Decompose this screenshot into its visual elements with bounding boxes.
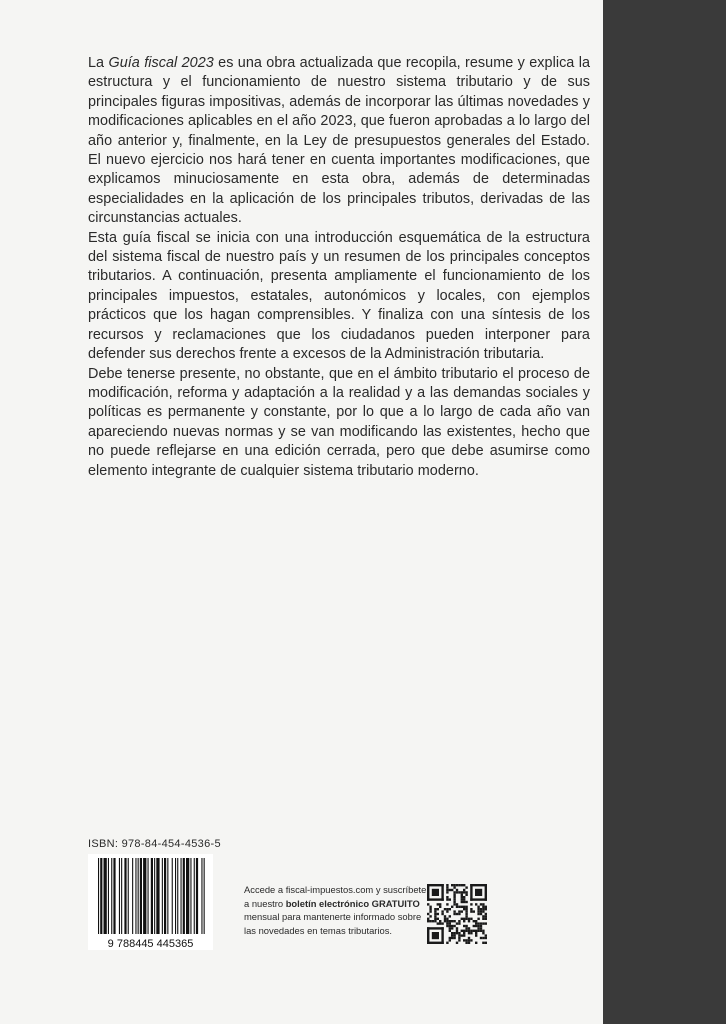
qr-module — [444, 918, 446, 920]
qr-module — [461, 934, 463, 936]
qr-module — [477, 918, 479, 920]
barcode-bar — [113, 858, 115, 934]
qr-module — [439, 903, 441, 905]
promo-line-2-start: a nuestro — [244, 897, 286, 909]
qr-module — [451, 920, 453, 922]
qr-module — [453, 884, 455, 886]
qr-module — [446, 925, 448, 927]
qr-module — [468, 918, 470, 920]
qr-module — [453, 934, 455, 936]
qr-module — [482, 918, 484, 920]
qr-module — [453, 898, 455, 900]
qr-module — [463, 920, 465, 922]
promo-line-3: mensual para mantenerte informado sobre — [244, 911, 422, 923]
qr-module — [439, 906, 441, 908]
qr-module — [482, 906, 484, 908]
qr-module — [477, 910, 479, 912]
qr-module — [473, 930, 475, 932]
qr-finder-edge — [470, 884, 472, 901]
qr-module — [468, 932, 470, 934]
qr-module — [434, 920, 436, 922]
qr-module — [482, 910, 484, 912]
promo-free-label: GRATUITO — [371, 897, 420, 909]
barcode-bar — [194, 858, 195, 934]
qr-module — [465, 910, 467, 912]
qr-module — [456, 927, 458, 929]
qr-module — [470, 903, 472, 905]
qr-module — [456, 891, 458, 893]
qr-module — [477, 927, 479, 929]
qr-module — [446, 903, 448, 905]
qr-module — [463, 906, 465, 908]
qr-module — [485, 915, 487, 917]
qr-module — [461, 901, 463, 903]
qr-module — [475, 925, 477, 927]
qr-module — [444, 920, 446, 922]
qr-module — [485, 937, 487, 939]
qr-module — [441, 910, 443, 912]
qr-module — [449, 927, 451, 929]
blurb-p1-rest: es una obra actualizada que recopila, resume y explica la estructura y el funcionamiento de nuestro sistema tributario y de sus principales figuras impositivas, además de incorporar las últimas novedades y modificaciones aplicables en el año 2023, que fueron aprobadas a lo largo del año anterior y, finalmente, en la Ley de presupuestos generales del Estado. El nuevo ejercicio nos hará tener en cuenta importantes modificaciones, que explicamos minuciosamente en esta obra, además de determinadas especialidades en la aplicación de los principales tributos, derivadas de las circunstancias actuales. — [88, 55, 591, 227]
qr-module — [480, 903, 482, 905]
qr-module — [463, 884, 465, 886]
qr-module — [458, 891, 460, 893]
qr-module — [470, 930, 472, 932]
qr-module — [429, 910, 431, 912]
barcode-bar — [148, 858, 149, 934]
qr-module — [449, 908, 451, 910]
qr-module — [480, 910, 482, 912]
qr-module — [453, 903, 455, 905]
qr-module — [482, 903, 484, 905]
qr-code-graphic — [427, 884, 487, 944]
qr-module — [463, 939, 465, 941]
qr-module — [451, 906, 453, 908]
qr-module — [465, 939, 467, 941]
qr-module — [453, 896, 455, 898]
barcode-bar — [164, 858, 166, 934]
qr-module — [465, 925, 467, 927]
qr-module — [477, 906, 479, 908]
qr-module — [458, 939, 460, 941]
qr-module — [461, 896, 463, 898]
qr-module — [429, 915, 431, 917]
qr-module — [429, 906, 431, 908]
blurb-paragraph-1 — [88, 54, 590, 229]
qr-module — [465, 915, 467, 917]
qr-module — [439, 920, 441, 922]
blurb-paragraph-3: Debe tenerse presente, no obstante, que en el ámbito tributario el proceso de modificación, reforma y adaptación a la realidad y a las demandas sociales y políticas es permanente y constante, por lo que a lo largo de cada año van apareciendo nuevas normas y se van modificando las existentes, hecho que no puede reflejarse en una edición cerrada, pero que debe asumirse como elemento integrante de cualquier sistema tributario moderno. — [88, 365, 590, 479]
qr-module — [446, 889, 448, 891]
qr-module — [449, 920, 451, 922]
barcode-bar — [104, 858, 107, 934]
qr-module — [451, 884, 453, 886]
barcode-bar — [181, 858, 182, 934]
qr-module — [446, 942, 448, 944]
qr-module — [446, 920, 448, 922]
qr-module — [427, 918, 429, 920]
qr-module — [429, 920, 431, 922]
qr-module — [449, 889, 451, 891]
qr-module — [463, 932, 465, 934]
qr-finder-edge — [427, 884, 429, 901]
qr-finder-edge — [427, 898, 444, 900]
qr-module — [473, 925, 475, 927]
qr-module — [473, 910, 475, 912]
qr-module — [482, 915, 484, 917]
blurb-text — [88, 54, 590, 481]
qr-module — [461, 884, 463, 886]
qr-module — [463, 925, 465, 927]
qr-module — [437, 922, 439, 924]
qr-module — [427, 903, 429, 905]
qr-finder-center — [432, 889, 439, 896]
qr-module — [427, 913, 429, 915]
qr-module — [441, 913, 443, 915]
qr-module — [470, 939, 472, 941]
qr-module — [468, 937, 470, 939]
qr-module — [441, 922, 443, 924]
qr-module — [463, 891, 465, 893]
qr-finder-edge — [470, 898, 487, 900]
book-spine — [603, 0, 726, 1024]
promo-line-4: las novedades en temas tributarios. — [244, 924, 392, 936]
qr-module — [463, 934, 465, 936]
qr-module — [473, 920, 475, 922]
qr-module — [446, 918, 448, 920]
qr-module — [453, 901, 455, 903]
qr-module — [453, 932, 455, 934]
qr-module — [465, 927, 467, 929]
qr-module — [485, 908, 487, 910]
qr-module — [427, 920, 429, 922]
qr-module — [463, 918, 465, 920]
qr-module — [482, 922, 484, 924]
qr-module — [446, 891, 448, 893]
qr-module — [451, 932, 453, 934]
qr-module — [480, 925, 482, 927]
qr-module — [451, 925, 453, 927]
promo-text — [244, 883, 434, 937]
qr-module — [458, 922, 460, 924]
qr-module — [434, 910, 436, 912]
qr-module — [453, 925, 455, 927]
qr-module — [458, 910, 460, 912]
qr-module — [446, 886, 448, 888]
qr-module — [468, 930, 470, 932]
qr-module — [446, 898, 448, 900]
qr-module — [482, 932, 484, 934]
qr-module — [449, 898, 451, 900]
barcode-graphic — [88, 854, 213, 950]
barcode-bar — [162, 858, 163, 934]
qr-module — [468, 939, 470, 941]
promo-bulletin-label: boletín electrónico — [285, 897, 370, 909]
qr-module — [446, 910, 448, 912]
qr-module — [475, 942, 477, 944]
barcode-bar — [196, 858, 198, 934]
promo-line-1: Accede a fiscal-impuestos.com y suscríbete — [244, 884, 427, 895]
barcode-bar — [151, 858, 153, 934]
barcode-bar — [132, 858, 133, 934]
qr-module — [475, 930, 477, 932]
qr-module — [461, 930, 463, 932]
qr-module — [456, 922, 458, 924]
qr-module — [458, 932, 460, 934]
qr-module — [465, 942, 467, 944]
qr-module — [468, 920, 470, 922]
qr-module — [446, 922, 448, 924]
qr-module — [461, 894, 463, 896]
qr-module — [434, 915, 436, 917]
qr-module — [451, 889, 453, 891]
qr-module — [453, 920, 455, 922]
qr-module — [465, 906, 467, 908]
qr-module — [485, 942, 487, 944]
barcode-bar — [167, 858, 168, 934]
qr-module — [482, 937, 484, 939]
qr-module — [485, 913, 487, 915]
qr-module — [475, 934, 477, 936]
qr-module — [453, 886, 455, 888]
qr-module — [463, 896, 465, 898]
qr-module — [465, 886, 467, 888]
qr-finder-edge — [441, 927, 443, 944]
qr-module — [432, 920, 434, 922]
qr-finder-center — [432, 932, 439, 939]
book-title: Guía fiscal 2023 — [108, 55, 214, 71]
qr-module — [465, 930, 467, 932]
barcode-bar — [128, 858, 129, 934]
qr-module — [456, 884, 458, 886]
barcode-bars — [98, 858, 205, 934]
qr-module — [480, 913, 482, 915]
qr-module — [463, 930, 465, 932]
qr-module — [475, 903, 477, 905]
blurb-paragraph-2: Esta guía fiscal se inicia con una introducción esquemática de la estructura del sistema fiscal de nuestro país y un resumen de los principales conceptos tributarios. A continuación, presenta ampliamente el funcionamiento de los principales impuestos, estatales, autonómicos y locales, con ejemplos prácticos que los hagan comprensibles. Y finaliza con una síntesis de los recursos y reclamaciones que los ciudadanos pueden interponer para defender sus derechos frente a excesos de la Administración tributaria. — [88, 229, 590, 363]
qr-module — [451, 937, 453, 939]
qr-finder-edge — [470, 884, 487, 886]
qr-module — [451, 927, 453, 929]
barcode-bar — [121, 858, 122, 934]
qr-module — [453, 894, 455, 896]
barcode-bar — [183, 858, 185, 934]
qr-module — [465, 918, 467, 920]
qr-module — [456, 942, 458, 944]
blurb-p1-start: La — [88, 55, 109, 71]
barcode-bar — [135, 858, 136, 934]
qr-module — [465, 908, 467, 910]
qr-module — [485, 922, 487, 924]
barcode-bar — [119, 858, 120, 934]
qr-finder-edge — [427, 884, 444, 886]
qr-module — [446, 896, 448, 898]
qr-module — [465, 913, 467, 915]
qr-finder-edge — [441, 884, 443, 901]
qr-module — [463, 889, 465, 891]
qr-finder-edge — [427, 927, 429, 944]
qr-module — [470, 908, 472, 910]
qr-module — [456, 913, 458, 915]
qr-module — [449, 925, 451, 927]
qr-module — [456, 906, 458, 908]
qr-module — [470, 910, 472, 912]
qr-module — [463, 908, 465, 910]
qr-module — [480, 937, 482, 939]
barcode-bar — [175, 858, 176, 934]
qr-module — [451, 934, 453, 936]
qr-module — [437, 918, 439, 920]
qr-module — [465, 891, 467, 893]
qr-module — [485, 934, 487, 936]
qr-module — [480, 927, 482, 929]
qr-module — [453, 937, 455, 939]
qr-module — [458, 913, 460, 915]
barcode-bar — [204, 858, 205, 934]
qr-module — [453, 913, 455, 915]
barcode-bar — [108, 858, 109, 934]
qr-module — [458, 934, 460, 936]
qr-module — [468, 942, 470, 944]
qr-module — [449, 930, 451, 932]
qr-finder-edge — [427, 942, 444, 944]
qr-module — [465, 901, 467, 903]
barcode-bar — [186, 858, 189, 934]
barcode — [88, 854, 213, 950]
qr-module — [444, 915, 446, 917]
qr-finder-edge — [427, 927, 444, 929]
isbn-label: ISBN: 978-84-454-4536-5 — [88, 838, 221, 850]
qr-module — [458, 920, 460, 922]
qr-module — [463, 901, 465, 903]
qr-module — [449, 939, 451, 941]
qr-module — [437, 903, 439, 905]
qr-module — [482, 908, 484, 910]
qr-module — [463, 898, 465, 900]
barcode-bar — [190, 858, 191, 934]
qr-module — [477, 913, 479, 915]
barcode-bar — [124, 858, 126, 934]
barcode-bar — [143, 858, 146, 934]
qr-module — [437, 913, 439, 915]
qr-module — [461, 910, 463, 912]
qr-module — [434, 908, 436, 910]
qr-module — [477, 925, 479, 927]
qr-finder-center — [475, 889, 482, 896]
qr-module — [453, 891, 455, 893]
qr-module — [458, 906, 460, 908]
qr-module — [456, 932, 458, 934]
promo-line-2 — [244, 897, 434, 911]
qr-module — [461, 891, 463, 893]
barcode-bar — [154, 858, 155, 934]
qr-module — [437, 908, 439, 910]
qr-module — [456, 903, 458, 905]
qr-module — [458, 937, 460, 939]
barcode-bar — [201, 858, 202, 934]
qr-module — [434, 913, 436, 915]
qr-module — [465, 894, 467, 896]
qr-module — [434, 918, 436, 920]
qr-module — [480, 922, 482, 924]
qr-module — [449, 922, 451, 924]
barcode-bar — [177, 858, 178, 934]
qr-module — [468, 927, 470, 929]
qr-module — [446, 884, 448, 886]
qr-module — [475, 922, 477, 924]
qr-module — [470, 932, 472, 934]
qr-module — [456, 889, 458, 891]
qr-module — [480, 908, 482, 910]
qr-code — [427, 884, 487, 944]
barcode-bar — [100, 858, 102, 934]
barcode-bar — [156, 858, 159, 934]
qr-module — [444, 908, 446, 910]
qr-module — [461, 898, 463, 900]
qr-module — [458, 884, 460, 886]
qr-module — [456, 930, 458, 932]
qr-module — [461, 918, 463, 920]
qr-module — [477, 922, 479, 924]
barcode-bar — [172, 858, 173, 934]
barcode-bar — [98, 858, 99, 934]
qr-module — [482, 930, 484, 932]
qr-module — [470, 918, 472, 920]
barcode-bar — [111, 858, 112, 934]
qr-module — [482, 942, 484, 944]
qr-module — [449, 915, 451, 917]
barcode-number: 9 788445 445365 — [107, 938, 194, 950]
qr-module — [461, 906, 463, 908]
qr-module — [485, 906, 487, 908]
qr-module — [439, 922, 441, 924]
qr-module — [475, 920, 477, 922]
qr-module — [446, 908, 448, 910]
barcode-bar — [140, 858, 142, 934]
qr-module — [480, 930, 482, 932]
qr-module — [477, 908, 479, 910]
qr-module — [485, 918, 487, 920]
qr-module — [453, 910, 455, 912]
qr-module — [449, 937, 451, 939]
qr-module — [475, 932, 477, 934]
barcode-bar — [138, 858, 139, 934]
qr-module — [429, 908, 431, 910]
qr-finder-edge — [485, 884, 487, 901]
qr-module — [477, 930, 479, 932]
